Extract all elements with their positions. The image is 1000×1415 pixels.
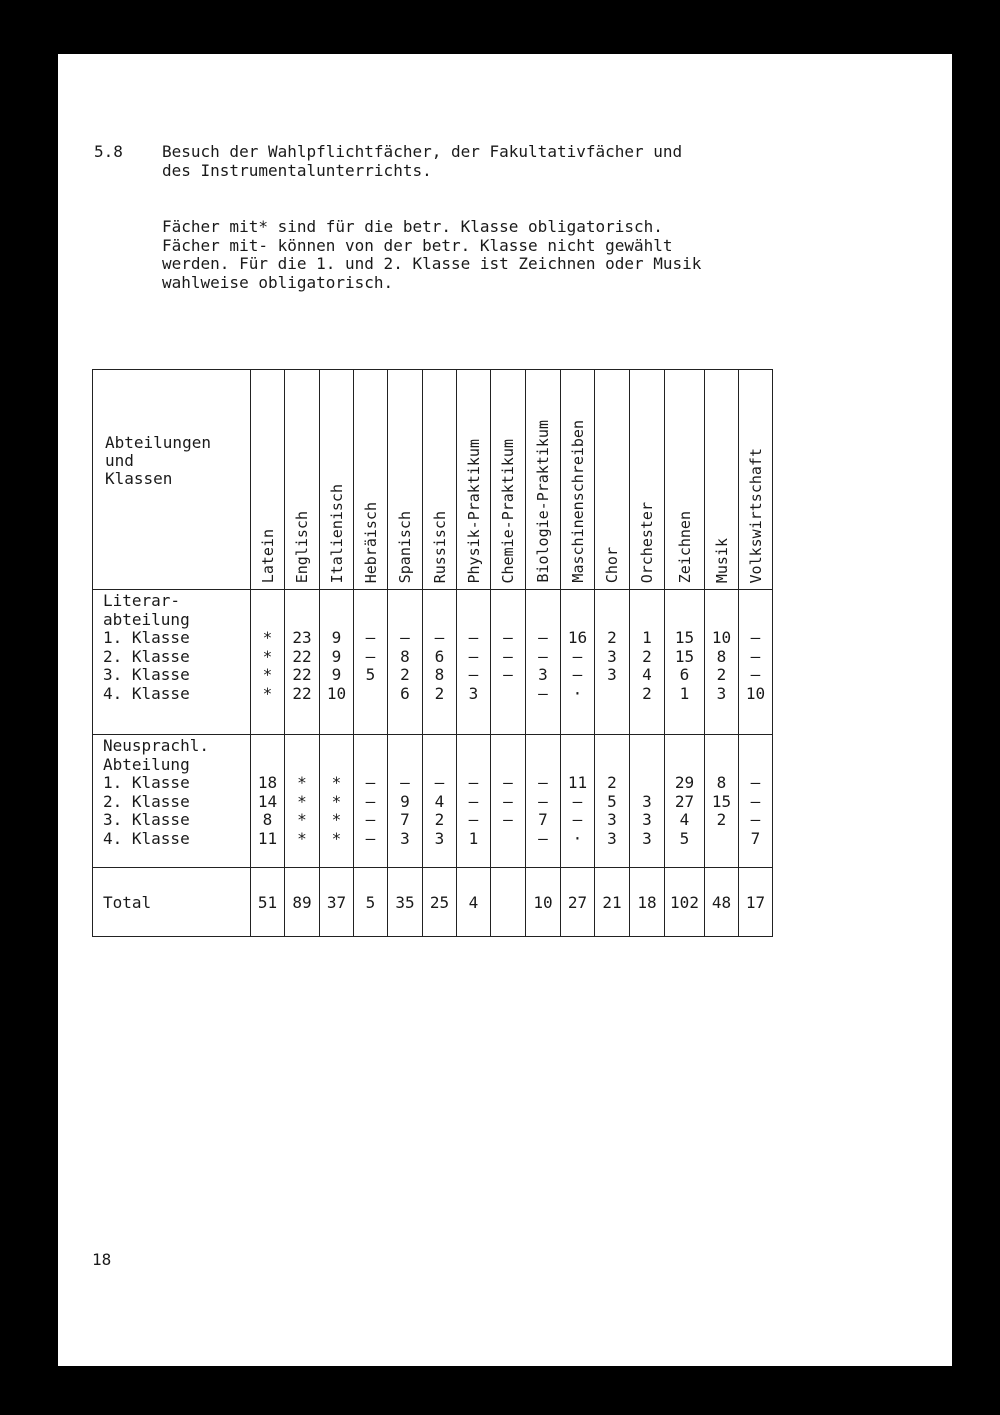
data-column-cell (251, 590, 285, 735)
column-header (561, 370, 595, 590)
corner-header (93, 370, 251, 590)
column-header (457, 370, 491, 590)
data-value: – (572, 810, 583, 830)
data-value: – (468, 791, 479, 811)
total-value: 21 (595, 868, 630, 937)
data-value: · (572, 683, 583, 703)
data-column-cell (491, 735, 526, 868)
column-header (705, 370, 739, 590)
data-value: – (400, 773, 410, 792)
data-value: 18 (257, 773, 278, 792)
data-value: – (750, 665, 761, 685)
column-header (665, 370, 705, 590)
data-value: * (331, 810, 342, 830)
column-header-label: Chor (603, 546, 621, 583)
note-line: wahlweise obligatorisch. (162, 272, 394, 292)
column-header (595, 370, 630, 590)
data-value (705, 830, 738, 849)
data-value: * (297, 773, 307, 792)
data-value: 3 (607, 665, 617, 685)
data-value: * (331, 828, 342, 848)
column-header-label: Spanisch (396, 510, 414, 583)
column-header-label: Chemie-Praktikum (499, 438, 517, 583)
data-value: 6 (400, 683, 410, 703)
column-header-label: Musik (712, 537, 731, 583)
data-value: – (503, 665, 513, 685)
total-value: 102 (665, 868, 705, 937)
row-label: 4. Klasse (103, 683, 190, 703)
data-value: 27 (674, 791, 695, 811)
column-header (320, 370, 354, 590)
data-value: – (503, 628, 513, 647)
data-column-cell (561, 590, 595, 735)
document-page (58, 54, 952, 1366)
data-value: 11 (567, 773, 588, 792)
data-value: 8 (262, 810, 273, 830)
data-value: 23 (292, 628, 312, 647)
column-header (354, 370, 388, 590)
data-value: – (468, 810, 479, 830)
data-value: 7 (538, 810, 548, 830)
column-header (285, 370, 320, 590)
data-value: 7 (400, 810, 410, 830)
data-value: – (750, 773, 761, 792)
total-value: 10 (526, 868, 561, 937)
data-value: – (503, 810, 513, 830)
data-value: – (468, 646, 479, 666)
data-column-cell (388, 735, 423, 868)
section-title (162, 142, 802, 180)
data-value: 9 (331, 628, 342, 647)
total-value: 51 (251, 868, 285, 937)
data-column-cell (354, 735, 388, 868)
data-column-cell (388, 590, 423, 735)
section-title-line: des Instrumentalunterrichts. (162, 161, 432, 180)
data-value: 1 (642, 628, 652, 647)
column-header (388, 370, 423, 590)
data-column-cell (320, 735, 354, 868)
data-value: – (538, 773, 548, 792)
data-value: 3 (400, 828, 410, 848)
page-number: 18 (92, 1250, 112, 1269)
data-value: – (750, 646, 761, 666)
group-literar (93, 590, 773, 735)
total-row (93, 868, 773, 937)
data-value: 2 (434, 810, 445, 830)
total-value: 17 (739, 868, 773, 937)
column-header-label: Latein (258, 528, 277, 583)
data-value: 6 (679, 665, 690, 685)
data-value: 15 (674, 628, 695, 647)
corner-line: Klassen (105, 469, 173, 488)
group-neusprachl (93, 735, 773, 868)
group-labels (93, 735, 251, 868)
data-value: – (468, 628, 479, 647)
data-value: 2 (434, 683, 445, 703)
data-value: 3 (642, 828, 652, 848)
group-labels (93, 590, 251, 735)
data-value: 4 (434, 791, 445, 811)
data-value: 22 (292, 665, 312, 685)
data-value: 1 (679, 683, 690, 703)
corner-line: Abteilungen (105, 433, 211, 452)
data-value: – (365, 810, 376, 830)
data-value: 10 (711, 628, 732, 647)
section-number: 5.8 (94, 142, 123, 161)
data-value: 5 (365, 665, 376, 685)
data-value: – (572, 791, 583, 811)
data-value: 9 (331, 665, 342, 685)
column-header (526, 370, 561, 590)
data-column-cell (457, 735, 491, 868)
group-label-line: Abteilung (103, 754, 190, 774)
data-value: 9 (400, 791, 410, 811)
total-value: 27 (561, 868, 595, 937)
data-value: 4 (679, 810, 690, 830)
data-value: – (503, 773, 513, 792)
data-value: – (468, 665, 479, 685)
data-value: 8 (716, 773, 727, 792)
data-value: * (262, 646, 273, 666)
row-label: 3. Klasse (103, 810, 190, 830)
total-value: 25 (423, 868, 457, 937)
total-value (491, 868, 526, 937)
column-header-label: Biologie-Praktikum (534, 420, 552, 583)
data-value: 4 (642, 665, 652, 685)
section-title-line: Besuch der Wahlpflichtfächer, der Fakultativfächer und (162, 142, 683, 161)
data-value: – (365, 791, 376, 811)
data-value: – (538, 791, 548, 811)
data-value: 16 (567, 628, 588, 647)
data-value: * (262, 683, 273, 703)
data-column-cell (285, 735, 320, 868)
row-label: 2. Klasse (103, 646, 190, 666)
data-value: 10 (326, 683, 347, 703)
total-value: 48 (705, 868, 739, 937)
data-value (354, 685, 387, 704)
data-value: 2 (607, 628, 617, 647)
data-value: 14 (257, 791, 278, 811)
total-value: 5 (354, 868, 388, 937)
column-header (630, 370, 665, 590)
column-header-label: Orchester (638, 501, 656, 583)
note-line: Fächer mit- können von der betr. Klasse nicht gewählt (162, 235, 673, 255)
data-value: 3 (642, 791, 652, 811)
data-value: 29 (674, 773, 695, 792)
data-value: – (503, 646, 513, 666)
data-column-cell (705, 590, 739, 735)
data-value: * (297, 791, 307, 811)
group-label-line: Literar- (103, 591, 181, 610)
data-value: 8 (400, 646, 410, 666)
data-column-cell (595, 735, 630, 868)
total-value: 89 (285, 868, 320, 937)
data-column-cell (251, 735, 285, 868)
data-column-cell (320, 590, 354, 735)
data-column-cell (665, 735, 705, 868)
data-value: 2 (642, 646, 652, 666)
data-value: 8 (716, 646, 727, 666)
data-value (630, 774, 664, 793)
data-value: 22 (292, 683, 312, 703)
note-line: werden. Für die 1. und 2. Klasse ist Zeichnen oder Musik (162, 254, 702, 273)
data-value: 5 (679, 828, 690, 848)
data-value: – (750, 810, 761, 830)
data-value: 1 (468, 828, 479, 848)
note-line: Fächer mit* sind für die betr. Klasse obligatorisch. (162, 217, 663, 236)
data-value: 5 (607, 791, 617, 811)
column-header (491, 370, 526, 590)
column-header (739, 370, 773, 590)
data-value: · (572, 828, 583, 848)
data-value: 3 (642, 810, 652, 830)
data-value: – (365, 628, 376, 647)
data-column-cell (739, 735, 773, 868)
data-value: – (538, 828, 548, 848)
row-label: 1. Klasse (103, 773, 190, 793)
data-value: 9 (331, 646, 342, 666)
data-column-cell (561, 735, 595, 868)
row-label: 4. Klasse (103, 828, 190, 848)
data-column-cell (630, 735, 665, 868)
column-header-label: Hebräisch (361, 501, 380, 583)
row-label: 2. Klasse (103, 791, 190, 811)
column-header (251, 370, 285, 590)
data-value: – (400, 628, 410, 647)
data-value: 3 (716, 683, 727, 703)
header-row (93, 370, 773, 590)
data-value: 3 (538, 665, 548, 685)
column-header-label: Englisch (293, 510, 311, 583)
data-value: 10 (745, 683, 766, 703)
column-header-label: Russisch (430, 510, 449, 583)
data-value: 11 (257, 828, 278, 848)
data-value: 2 (607, 773, 617, 792)
data-column-cell (285, 590, 320, 735)
data-value: 15 (711, 791, 732, 811)
data-column-cell (595, 590, 630, 735)
data-value: – (538, 646, 548, 666)
data-column-cell (739, 590, 773, 735)
data-column-cell (705, 735, 739, 868)
data-value: – (365, 646, 376, 666)
data-column-cell (630, 590, 665, 735)
column-header-label: Italienisch (327, 483, 346, 583)
data-value: – (365, 773, 376, 792)
data-value: 2 (642, 683, 652, 703)
data-value: – (434, 773, 445, 792)
data-value: – (365, 828, 376, 848)
data-value: 7 (750, 828, 761, 848)
data-value: * (262, 665, 273, 685)
column-header (423, 370, 457, 590)
attendance-table (92, 369, 773, 937)
data-value (491, 830, 525, 849)
data-value: * (262, 628, 273, 647)
row-label: 3. Klasse (103, 665, 190, 685)
data-value: 2 (716, 665, 727, 685)
data-value: 3 (607, 810, 617, 830)
row-label: 1. Klasse (103, 628, 190, 648)
data-value: – (538, 683, 548, 703)
data-value: 3 (434, 828, 445, 848)
data-value: * (331, 773, 342, 792)
data-value: – (572, 646, 583, 666)
data-value: * (331, 791, 342, 811)
column-header-label: Volkswirtschaft (746, 447, 765, 583)
total-label: Total (93, 868, 251, 937)
data-value: * (297, 828, 307, 848)
data-value: – (572, 665, 583, 685)
data-value: 22 (292, 646, 312, 666)
group-label-line: Neusprachl. (103, 736, 209, 755)
data-value: – (468, 773, 479, 792)
data-value (595, 685, 629, 704)
data-value: – (434, 628, 445, 647)
data-column-cell (423, 735, 457, 868)
total-value: 35 (388, 868, 423, 937)
data-column-cell (457, 590, 491, 735)
data-value: – (750, 628, 761, 647)
data-value: – (503, 791, 513, 811)
total-value: 37 (320, 868, 354, 937)
data-value (491, 685, 525, 704)
column-header-label: Maschinenschreiben (568, 420, 587, 583)
data-value: 8 (434, 665, 445, 685)
data-value: – (750, 791, 761, 811)
data-value: 3 (468, 683, 479, 703)
data-column-cell (665, 590, 705, 735)
data-value: 2 (716, 810, 727, 830)
data-column-cell (491, 590, 526, 735)
data-column-cell (526, 735, 561, 868)
legend-note (162, 218, 802, 292)
total-value: 4 (457, 868, 491, 937)
data-value: * (297, 810, 307, 830)
data-value: 3 (607, 828, 617, 848)
column-header-label: Zeichnen (675, 510, 694, 583)
data-value: – (538, 628, 548, 647)
data-value: 15 (674, 646, 695, 666)
data-column-cell (354, 590, 388, 735)
data-value: 3 (607, 646, 617, 666)
data-column-cell (423, 590, 457, 735)
corner-line: und (105, 451, 134, 470)
data-value: 6 (434, 646, 445, 666)
column-header-label: Physik-Praktikum (464, 438, 483, 583)
data-value: 2 (400, 665, 410, 685)
data-column-cell (526, 590, 561, 735)
group-label-line: abteilung (103, 609, 190, 629)
total-value: 18 (630, 868, 665, 937)
